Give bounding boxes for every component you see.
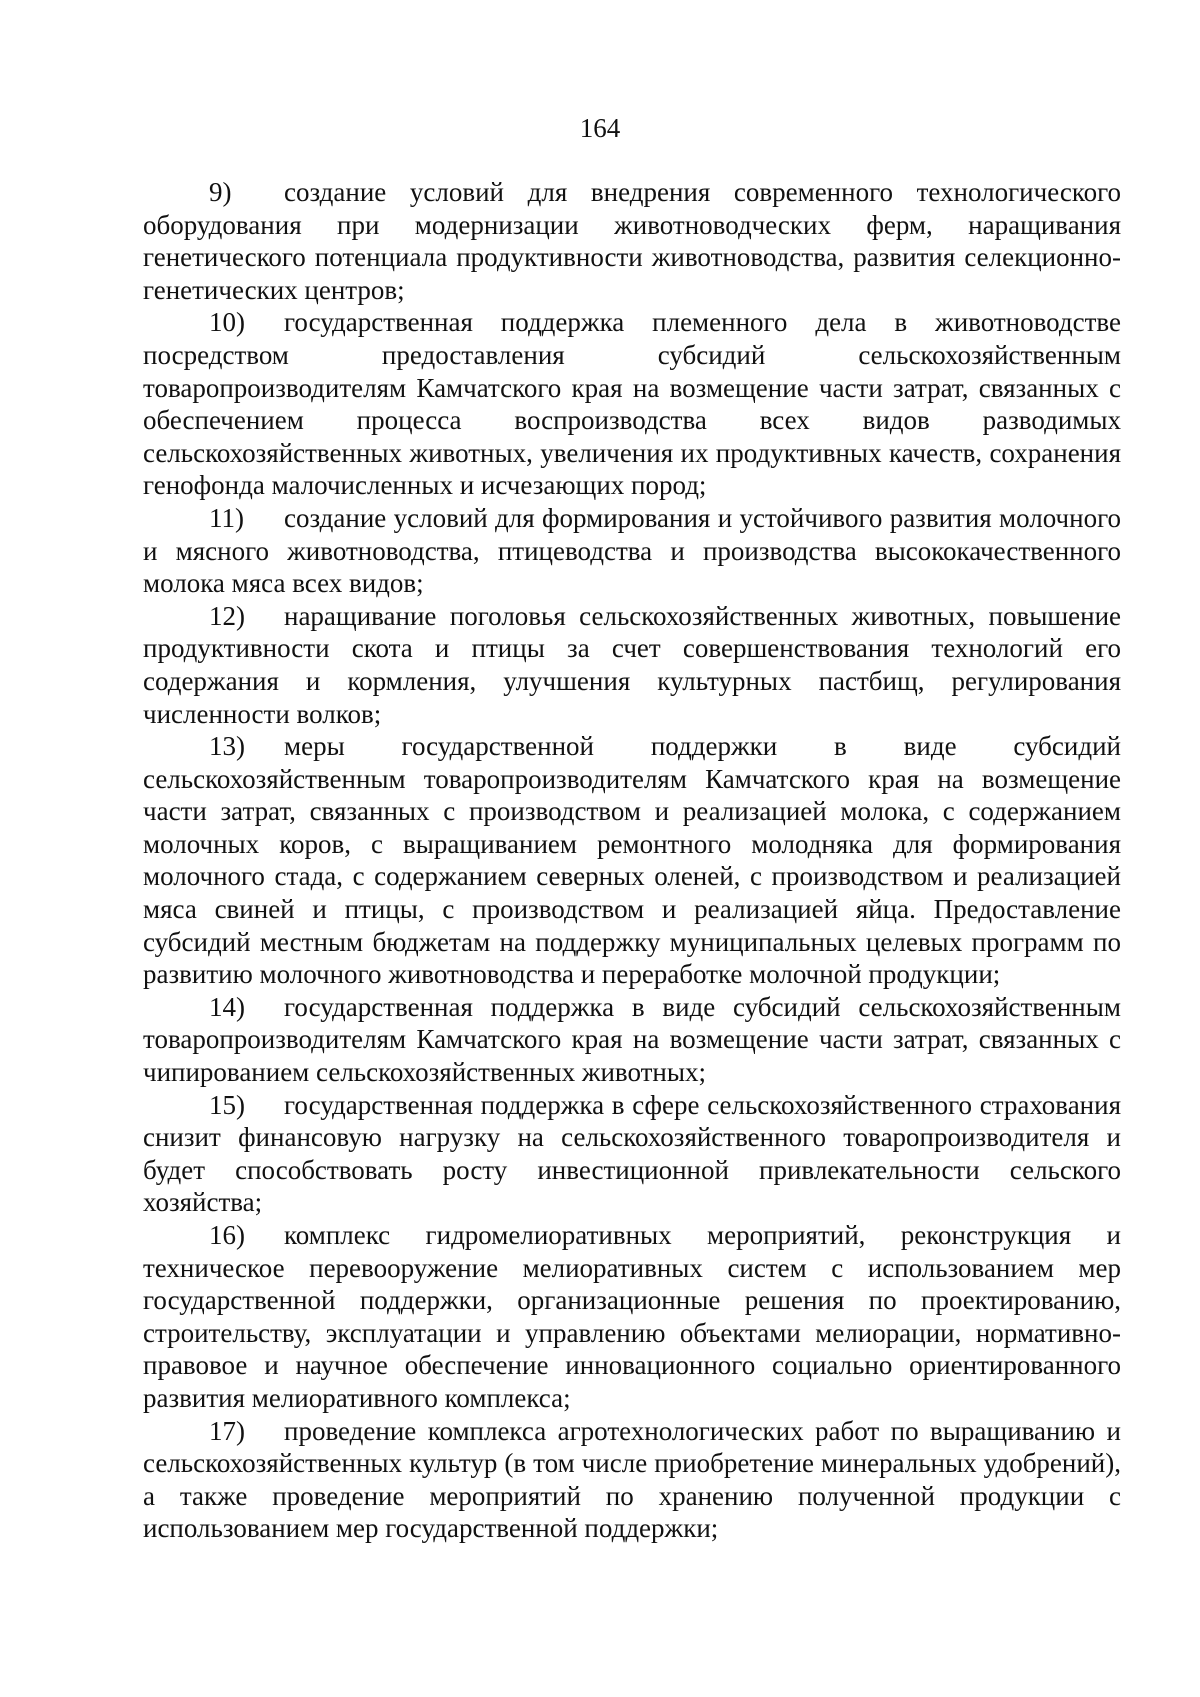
item-number: 17) xyxy=(209,1415,245,1446)
list-item-14 xyxy=(143,991,1121,1089)
item-text: государственная поддержка племенного дела в животноводстве посредством предоставления субсидий сельскохозяйственным товаропроизводителям Камчатского края на возмещение части затрат, связанных с обеспечением процесса воспроизводства всех видов разводимых сельскохозяйственных животных, увеличения их продуктивных качеств, сохранения генофонда малочисленных и исчезающих пород; xyxy=(143,307,1121,501)
item-text: наращивание поголовья сельскохозяйственных животных, повышение продуктивности скота и птицы за счет совершенствования технологий его содержания и кормления, улучшения культурных пастбищ, регулирования численности волков; xyxy=(143,600,1121,729)
item-number: 11) xyxy=(209,502,244,533)
list-item-16 xyxy=(143,1219,1121,1415)
item-text: проведение комплекса агротехнологических работ по выращиванию и сельскохозяйственных культур (в том числе приобретение минеральных удобрений), а также проведение мероприятий по хранению полученной продукции с использованием мер государственной поддержки; xyxy=(143,1415,1121,1544)
item-text: государственная поддержка в сфере сельскохозяйственного страхования снизит финансовую нагрузку на сельскохозяйственного товаропроизводителя и будет способствовать росту инвестиционной привлекательности сельского хозяйства; xyxy=(143,1089,1121,1218)
item-text: создание условий для внедрения современного технологического оборудования при модернизации животноводческих ферм, наращивания генетического потенциала продуктивности животноводства, развития селекционно-генетических центров; xyxy=(143,177,1121,305)
item-number: 13) xyxy=(209,731,245,762)
list-item-9 xyxy=(143,176,1121,306)
list-item-13 xyxy=(143,730,1121,991)
list-item-11 xyxy=(143,502,1121,600)
item-number: 14) xyxy=(209,991,245,1022)
list-item-17 xyxy=(143,1415,1121,1545)
document-body xyxy=(143,176,1121,1545)
item-number: 9) xyxy=(209,177,232,207)
list-item-15 xyxy=(143,1089,1121,1219)
item-text: комплекс гидромелиоративных мероприятий, реконструкция и техническое перевооружение мелиоративных систем с использованием мер государственной поддержки, организационные решения по проектированию, строительству, эксплуатации и управлению объектами мелиорации, нормативно-правовое и научное обеспечение инновационного социально ориентированного развития мелиоративного комплекса; xyxy=(143,1220,1121,1413)
list-item-12 xyxy=(143,600,1121,730)
item-number: 16) xyxy=(209,1220,245,1250)
item-number: 10) xyxy=(209,307,245,338)
item-number: 12) xyxy=(209,600,245,631)
item-number: 15) xyxy=(209,1089,245,1120)
page-number: 164 xyxy=(579,113,621,143)
item-text: государственная поддержка в виде субсидий сельскохозяйственным товаропроизводителям Камчатского края на возмещение части затрат, связанных с чипированием сельскохозяйственных животных; xyxy=(143,991,1121,1088)
list-item-10 xyxy=(143,306,1121,502)
item-text: создание условий для формирования и устойчивого развития молочного и мясного животноводства, птицеводства и производства высококачественного молока мяса всех видов; xyxy=(143,502,1121,599)
item-text: меры государственной поддержки в виде субсидий сельскохозяйственным товаропроизводителям Камчатского края на возмещение части затрат, связанных с производством и реализацией молока, с содержанием молочных коров, с выращиванием ремонтного молодняка для формирования молочного стада, с содержанием северных оленей, с производством и реализацией мяса свиней и птицы, с производством и реализацией яйца. Предоставление субсидий местным бюджетам на поддержку муниципальных целевых программ по развитию молочного животноводства и переработке молочной продукции; xyxy=(143,731,1121,990)
